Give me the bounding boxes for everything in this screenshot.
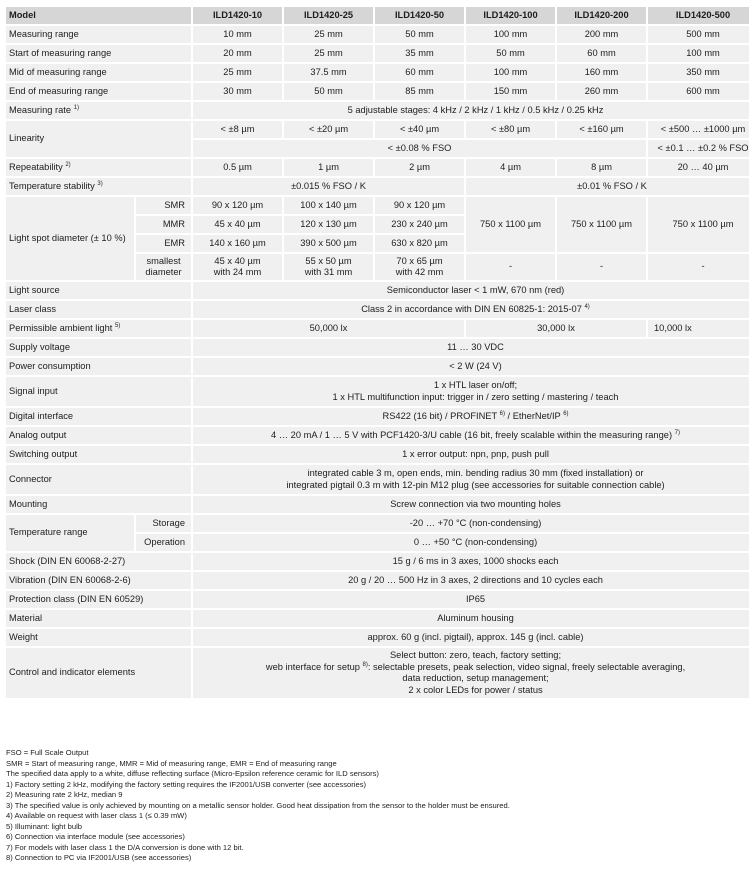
cell-line: data reduction, setup management; xyxy=(402,673,549,683)
cell: 60 mm xyxy=(557,45,646,62)
row-label: Linearity xyxy=(6,121,191,157)
cell-line: 1 x HTL multifunction input: trigger in / zero setting / mastering / teach xyxy=(332,391,619,402)
row-ambient-light xyxy=(6,320,749,337)
cell: 600 mm xyxy=(648,83,749,100)
label-text: Permissible ambient light xyxy=(9,322,113,333)
cell: 20 g / 20 … 500 Hz in 3 axes, 2 directions and 10 cycles each xyxy=(193,572,749,589)
row-mid-range xyxy=(6,64,749,81)
cell: 750 x 1100 µm xyxy=(648,197,749,252)
footnote: The specified data apply to a white, diffuse reflecting surface (Micro-Epsilon reference ceramic for ILD sensors) xyxy=(6,769,379,778)
cell-line: integrated cable 3 m, open ends, min. bending radius 30 mm (fixed installation) or xyxy=(307,468,644,478)
cell xyxy=(193,427,749,444)
col-header: ILD1420-25 xyxy=(284,7,373,24)
cell-line: with 31 mm xyxy=(304,267,353,277)
row-supply-voltage xyxy=(6,339,749,356)
cell: 200 mm xyxy=(557,26,646,43)
sub-label: EMR xyxy=(136,235,191,252)
cell xyxy=(193,465,749,494)
cell: 0 … +50 °C (non-condensing) xyxy=(193,534,749,551)
footnote-ref: 5) xyxy=(114,322,121,329)
row-label: Measuring range xyxy=(6,26,191,43)
footnote-ref: 4) xyxy=(584,303,590,310)
cell: - xyxy=(648,254,749,280)
col-header: ILD1420-100 xyxy=(466,7,555,24)
row-label xyxy=(6,102,191,119)
cell-line: 2 x color LEDs for power / status xyxy=(408,684,543,695)
footnote: 1) Factory setting 2 kHz, modifying the factory setting requires the IF2001/USB converter (see accessories) xyxy=(6,779,367,789)
cell: 25 mm xyxy=(193,64,282,81)
cell-line: with 42 mm xyxy=(395,267,444,277)
cell: 20 mm xyxy=(193,45,282,62)
cell: 100 mm xyxy=(466,64,555,81)
cell: ±0.01 % FSO / K xyxy=(466,178,749,195)
row-signal-input xyxy=(6,377,749,406)
row-label xyxy=(6,159,191,176)
cell: IP65 xyxy=(193,591,749,608)
cell: - xyxy=(466,254,555,280)
row-label: Digital interface xyxy=(6,408,191,425)
cell: 50,000 lx xyxy=(193,320,464,337)
sub-label: SMR xyxy=(136,197,191,214)
row-label: Signal input xyxy=(6,377,191,406)
cell-line: 55 x 50 µm xyxy=(305,255,352,266)
cell xyxy=(193,301,749,318)
cell-text: / EtherNet/IP xyxy=(504,410,561,421)
row-label: End of measuring range xyxy=(6,83,191,100)
footnotes xyxy=(6,748,746,864)
cell: 30,000 lx xyxy=(466,320,646,337)
cell: -20 … +70 °C (non-condensing) xyxy=(193,515,749,532)
cell xyxy=(193,408,749,425)
cell: 100 mm xyxy=(648,45,749,62)
cell: 50 mm xyxy=(375,26,464,43)
cell: 90 x 120 µm xyxy=(193,197,282,214)
label-text: Repeatability xyxy=(9,161,63,172)
cell-text: RS422 (16 bit) / PROFINET xyxy=(382,410,498,421)
cell: 630 x 820 µm xyxy=(375,235,464,252)
footnote-ref: 2) xyxy=(65,161,71,168)
row-label: Vibration (DIN EN 60068-2-6) xyxy=(6,572,191,589)
spec-table xyxy=(4,5,749,700)
cell xyxy=(193,648,749,698)
cell: 10,000 lx xyxy=(648,320,749,337)
row-analog-output xyxy=(6,427,749,444)
cell: 750 x 1100 µm xyxy=(557,197,646,252)
footnote-ref: 6) xyxy=(499,410,505,417)
cell: 8 µm xyxy=(557,159,646,176)
cell: 37.5 mm xyxy=(284,64,373,81)
cell: < ±8 µm xyxy=(193,121,282,138)
cell: 4 µm xyxy=(466,159,555,176)
cell: < 2 W (24 V) xyxy=(193,358,749,375)
cell: 30 mm xyxy=(193,83,282,100)
cell xyxy=(284,254,373,280)
cell: < ±0.08 % FSO xyxy=(193,140,646,157)
row-label: Start of measuring range xyxy=(6,45,191,62)
cell: 35 mm xyxy=(375,45,464,62)
cell-line: 45 x 40 µm xyxy=(214,255,261,266)
cell: 50 mm xyxy=(466,45,555,62)
footnote: 2) Measuring rate 2 kHz, median 9 xyxy=(6,790,123,799)
cell: < ±160 µm xyxy=(557,121,646,138)
sub-label: Storage xyxy=(136,515,191,532)
label-text: Temperature stability xyxy=(9,180,95,191)
cell: 60 mm xyxy=(375,64,464,81)
row-laser-class xyxy=(6,301,749,318)
cell: Semiconductor laser < 1 mW, 670 nm (red) xyxy=(193,282,749,299)
row-linearity xyxy=(6,121,749,138)
cell-line: 1 x HTL laser on/off; xyxy=(433,380,518,390)
footnote: SMR = Start of measuring range, MMR = Mid of measuring range, EMR = End of measuring range xyxy=(6,758,337,768)
row-spot-smr xyxy=(6,197,749,214)
cell: 1 µm xyxy=(284,159,373,176)
cell: 100 x 140 µm xyxy=(284,197,373,214)
footnote: 3) The specified value is only achieved by mounting on a metallic sensor holder. Good heat dissipation from the sensor to the holder must be ensured. xyxy=(6,800,510,810)
sub-label: smallest diameter xyxy=(136,254,191,280)
footnote: 5) Illuminant: light bulb xyxy=(6,821,82,831)
footnote-ref: 1) xyxy=(73,104,79,111)
row-vibration xyxy=(6,572,749,589)
cell: 150 mm xyxy=(466,83,555,100)
row-weight xyxy=(6,629,749,646)
cell: 11 … 30 VDC xyxy=(193,339,749,356)
row-label: Supply voltage xyxy=(6,339,191,356)
label-text: Measuring rate xyxy=(9,104,72,115)
cell: 15 g / 6 ms in 3 axes, 1000 shocks each xyxy=(193,553,749,570)
col-header: ILD1420-200 xyxy=(557,7,646,24)
footnote: 4) Available on request with laser class 1 (≤ 0.39 mW) xyxy=(6,811,187,820)
footnote-ref: 6) xyxy=(563,410,569,417)
row-connector xyxy=(6,465,749,494)
row-label: Mounting xyxy=(6,496,191,513)
cell: 390 x 500 µm xyxy=(284,235,373,252)
cell: < ±80 µm xyxy=(466,121,555,138)
cell-line: with 24 mm xyxy=(213,267,262,277)
cell: 85 mm xyxy=(375,83,464,100)
cell xyxy=(193,377,749,406)
row-label: Temperature range xyxy=(6,515,134,551)
sub-label: Operation xyxy=(136,534,191,551)
cell-text: 4 … 20 mA / 1 … 5 V with PCF1420-3/U cable (16 bit, freely scalable within the measuring range) xyxy=(271,429,673,440)
cell: 140 x 160 µm xyxy=(193,235,282,252)
row-label xyxy=(6,320,191,337)
row-mounting xyxy=(6,496,749,513)
row-label: Light source xyxy=(6,282,191,299)
footnote: 8) Connection to PC via IF2001/USB (see accessories) xyxy=(6,853,192,862)
row-label: Connector xyxy=(6,465,191,494)
row-label: Analog output xyxy=(6,427,191,444)
footnote: 6) Connection via interface module (see accessories) xyxy=(6,832,185,841)
cell-text: Class 2 in accordance with DIN EN 60825-1: 2015-07 xyxy=(361,303,582,314)
row-label: Shock (DIN EN 60068-2-27) xyxy=(6,553,191,570)
cell: Screw connection via two mounting holes xyxy=(193,496,749,513)
cell: < ±0.1 … ±0.2 % FSO xyxy=(648,140,749,157)
cell: 20 … 40 µm xyxy=(648,159,749,176)
row-digital-interface xyxy=(6,408,749,425)
row-label: Light spot diameter (± 10 %) xyxy=(6,197,134,280)
row-light-source xyxy=(6,282,749,299)
row-label xyxy=(6,178,191,195)
row-measuring-range xyxy=(6,26,749,43)
row-label: Switching output xyxy=(6,446,191,463)
cell: 25 mm xyxy=(284,26,373,43)
cell: 100 mm xyxy=(466,26,555,43)
row-label: Laser class xyxy=(6,301,191,318)
footnote: 7) For models with laser class 1 the D/A conversion is done with 12 bit. xyxy=(6,842,244,852)
cell: < ±500 … ±1000 µm xyxy=(648,121,749,138)
cell-text: : selectable presets, peak selection, video signal, freely selectable averaging, xyxy=(367,661,686,672)
cell: approx. 60 g (incl. pigtail), approx. 145 g (incl. cable) xyxy=(193,629,749,646)
cell: 750 x 1100 µm xyxy=(466,197,555,252)
row-label: Mid of measuring range xyxy=(6,64,191,81)
row-label: Control and indicator elements xyxy=(6,648,191,698)
row-label: Protection class (DIN EN 60529) xyxy=(6,591,191,608)
cell-text: web interface for setup xyxy=(265,661,360,672)
row-control-elements xyxy=(6,648,749,698)
cell: 2 µm xyxy=(375,159,464,176)
cell: 45 x 40 µm xyxy=(193,216,282,233)
row-power-consumption xyxy=(6,358,749,375)
col-header: ILD1420-500 xyxy=(648,7,749,24)
row-temperature-stability xyxy=(6,178,749,195)
footnote-ref: 3) xyxy=(97,180,103,187)
footnote-ref: 7) xyxy=(674,429,680,436)
cell: 230 x 240 µm xyxy=(375,216,464,233)
row-shock xyxy=(6,553,749,570)
cell-line: 70 x 65 µm xyxy=(396,255,443,266)
footnote: FSO = Full Scale Output xyxy=(6,748,89,757)
col-header: ILD1420-50 xyxy=(375,7,464,24)
cell: 260 mm xyxy=(557,83,646,100)
row-measuring-rate xyxy=(6,102,749,119)
cell: 5 adjustable stages: 4 kHz / 2 kHz / 1 kHz / 0.5 kHz / 0.25 kHz xyxy=(193,102,749,119)
row-switching-output xyxy=(6,446,749,463)
header-row xyxy=(6,7,749,24)
col-header: ILD1420-10 xyxy=(193,7,282,24)
cell: < ±40 µm xyxy=(375,121,464,138)
cell: - xyxy=(557,254,646,280)
cell xyxy=(375,254,464,280)
cell: ±0.015 % FSO / K xyxy=(193,178,464,195)
footnote-ref: 8) xyxy=(362,661,368,668)
sub-label: MMR xyxy=(136,216,191,233)
cell: 120 x 130 µm xyxy=(284,216,373,233)
cell: Aluminum housing xyxy=(193,610,749,627)
row-protection-class xyxy=(6,591,749,608)
cell: 160 mm xyxy=(557,64,646,81)
cell-line: Select button: zero, teach, factory setting; xyxy=(389,650,562,660)
row-end-range xyxy=(6,83,749,100)
row-material xyxy=(6,610,749,627)
row-label: Power consumption xyxy=(6,358,191,375)
cell: 50 mm xyxy=(284,83,373,100)
cell: 500 mm xyxy=(648,26,749,43)
row-start-range xyxy=(6,45,749,62)
cell: 90 x 120 µm xyxy=(375,197,464,214)
cell xyxy=(193,254,282,280)
cell: 25 mm xyxy=(284,45,373,62)
cell: 0.5 µm xyxy=(193,159,282,176)
cell: 1 x error output: npn, pnp, push pull xyxy=(193,446,749,463)
cell: 350 mm xyxy=(648,64,749,81)
cell: 10 mm xyxy=(193,26,282,43)
cell: < ±20 µm xyxy=(284,121,373,138)
row-temp-storage xyxy=(6,515,749,532)
row-label: Weight xyxy=(6,629,191,646)
row-label: Material xyxy=(6,610,191,627)
cell-line: integrated pigtail 0.3 m with 12-pin M12 plug (see accessories for suitable connection cable) xyxy=(286,479,665,490)
model-header: Model xyxy=(6,7,191,24)
row-repeatability xyxy=(6,159,749,176)
